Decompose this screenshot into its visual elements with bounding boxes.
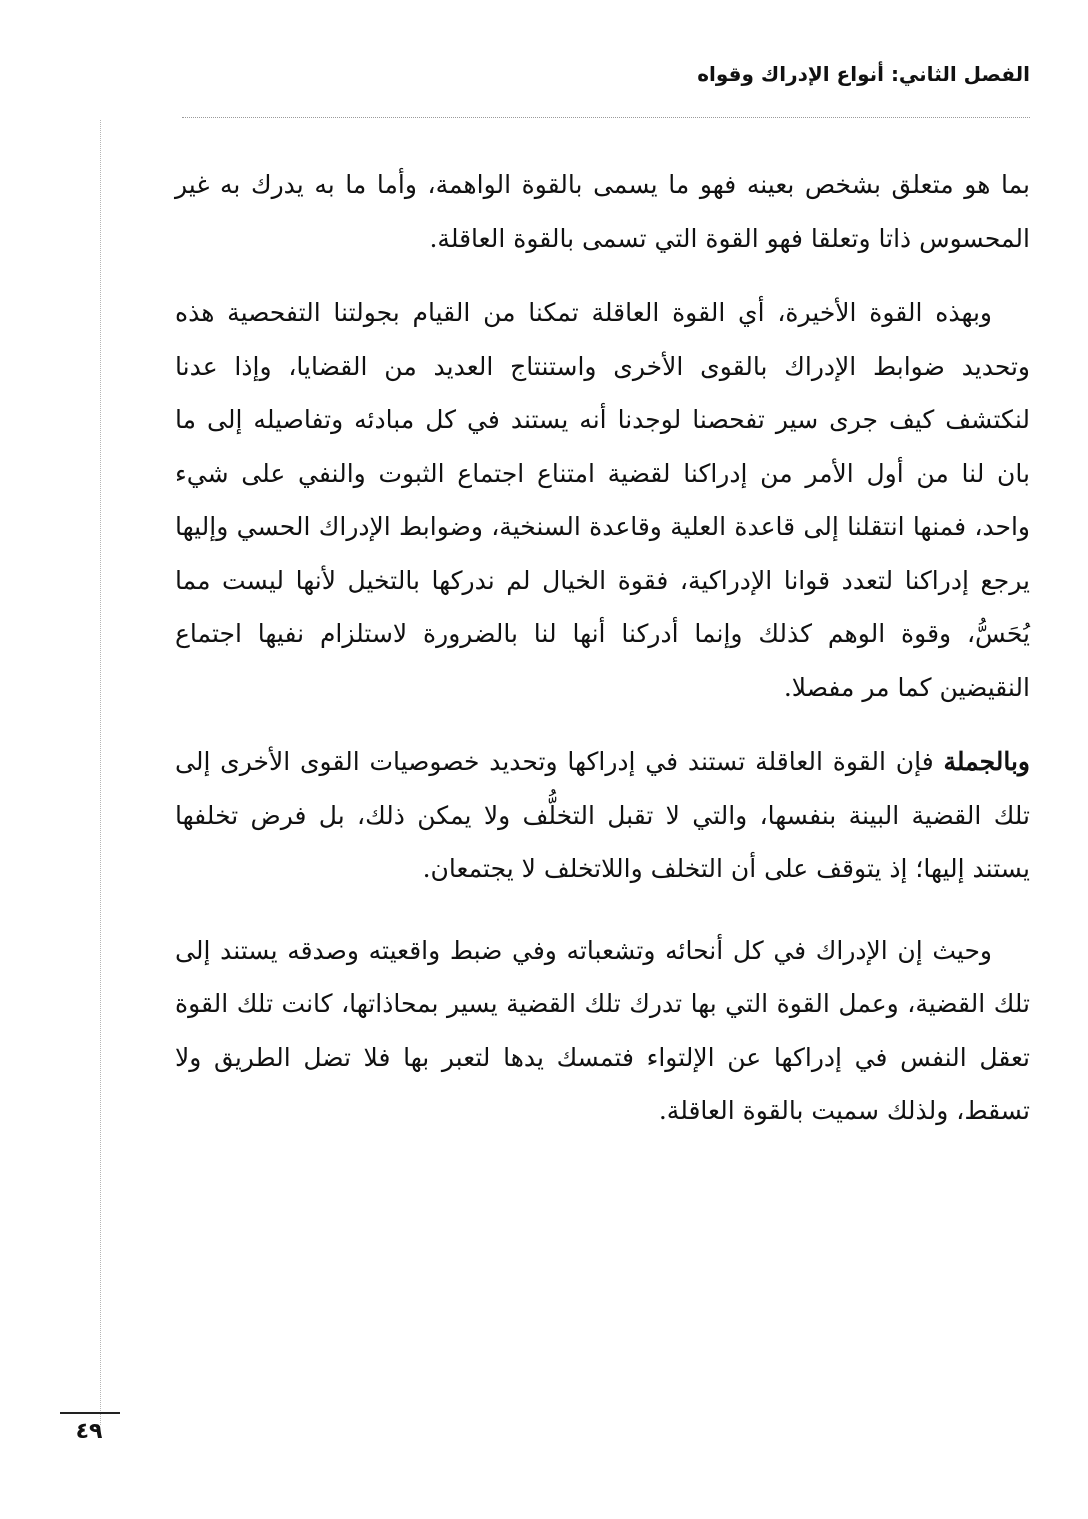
- paragraph-3: [175, 735, 1030, 896]
- running-header: الفصل الثاني: أنواع الإدراك وقواه: [697, 62, 1030, 86]
- page-number-divider: [60, 1412, 120, 1414]
- margin-divider: [100, 120, 101, 1425]
- header-divider: [182, 117, 1030, 118]
- page-number: ٤٩: [75, 1419, 103, 1444]
- body-text: [175, 158, 1030, 1159]
- paragraph-1: بما هو متعلق بشخص بعينه فهو ما يسمى بالقوة الواهمة، وأما ما به يدرك به غير المحسوس ذاتا وتعلقا فهو القوة التي تسمى بالقوة العاقلة.: [175, 170, 1030, 253]
- paragraph-3-text: فإن القوة العاقلة تستند في إدراكها وتحديد خصوصيات القوى الأخرى إلى تلك القضية البينة بنفسها، والتي لا تقبل التخلُّف ولا يمكن ذلك، بل فرض تخلفها يستند إليها؛ إذ يتوقف على أن التخلف واللاتخلف لا يجتمعان.: [175, 747, 1030, 883]
- paragraph-4: وحيث إن الإدراك في كل أنحائه وتشعباته وفي ضبط واقعيته وصدقه يستند إلى تلك القضية، وعمل القوة التي بها تدرك تلك القضية يسير بمحاذاتها، كانت تلك القوة تعقل النفس في إدراكها عن الإلتواء فتمسك يدها لتعبر بها فلا تضل الطريق ولا تسقط، ولذلك سميت بالقوة العاقلة.: [175, 935, 1030, 1125]
- paragraph-2: وبهذه القوة الأخيرة، أي القوة العاقلة تمكنا من القيام بجولتنا التفحصية هذه وتحديد ضوابط الإدراك بالقوى الأخرى واستنتاج العديد من القضايا، وإذا عدنا لنكتشف كيف جرى سير تفحصنا لوجدنا أنه يستند في كل مبادئه وتفاصيله إلى ما بان لنا من أول الأمر من إدراكنا لقضية امتناع اجتماع الثبوت والنفي على شيء واحد، فمنها انتقلنا إلى قاعدة العلية وقاعدة السنخية، وضوابط الإدراك الحسي وإليها يرجع إدراكنا لتعدد قوانا الإدراكية، فقوة الخيال لم ندركها بالتخيل لأنها ليست مما يُحَسُّ، وقوة الوهم كذلك وإنما أدركنا أنها لنا بالضرورة لاستلزام نفيها اجتماع النقيضين كما مر مفصلا.: [175, 298, 1030, 702]
- paragraph-3-lead: وبالجملة: [943, 747, 1030, 776]
